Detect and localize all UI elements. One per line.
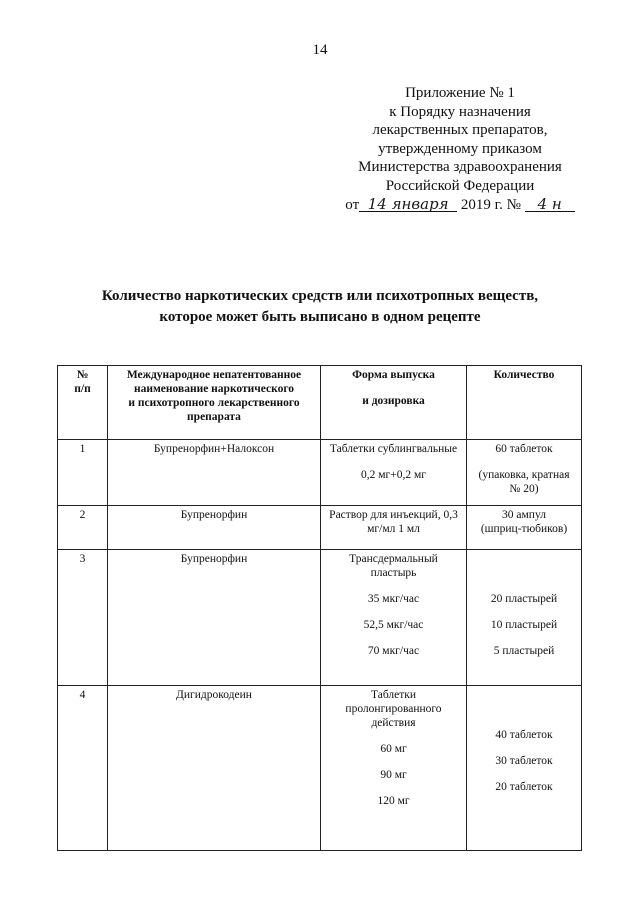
appendix-line: лекарственных препаратов, (372, 122, 548, 138)
drug-name: Бупренорфин (108, 550, 321, 686)
appendix-line: Приложение № 1 (405, 85, 515, 101)
appendix-line: Министерства здравоохранения (358, 159, 562, 175)
table-row (58, 686, 582, 851)
drug-name: Бупренорфин (108, 506, 321, 550)
form-dosage: Таблетки пролонгированного действия 60 мг 90 мг 120 мг (321, 686, 467, 851)
quantity: 30 ампул (шприц-тюбиков) (467, 506, 582, 550)
handwritten-date: 14 января (359, 197, 457, 212)
table-row (58, 506, 582, 550)
header-number: № п/п (58, 366, 108, 440)
quantity: 20 пластырей 10 пластырей 5 пластырей (467, 550, 582, 686)
drug-name: Бупренорфин+Налоксон (108, 440, 321, 506)
table-row (58, 440, 582, 506)
row-number: 3 (58, 550, 108, 686)
quantity: 60 таблеток (упаковка, кратная № 20) (467, 440, 582, 506)
handwritten-order-number: 4 н (525, 197, 575, 212)
appendix-line: утвержденному приказом (378, 140, 542, 157)
page-number: 14 (312, 42, 328, 58)
table-row (58, 550, 582, 686)
appendix-line: Российской Федерации (385, 177, 535, 194)
header-drug-name: Международное непатентованное наименование наркотического и психотропного лекарственного препарата (108, 366, 321, 440)
form-dosage: Таблетки сублингвальные 0,2 мг+0,2 мг (321, 440, 467, 506)
document-title (60, 286, 580, 328)
order-date-line (340, 196, 580, 215)
row-number: 1 (58, 440, 108, 506)
drug-name: Дигидрокодеин (108, 686, 321, 851)
drugs-table (57, 365, 582, 851)
row-number: 2 (58, 506, 108, 550)
quantity: 40 таблеток 30 таблеток 20 таблеток (467, 686, 582, 851)
form-dosage: Раствор для инъекций, 0,3 мг/мл 1 мл (321, 506, 467, 550)
date-prefix: от (345, 197, 360, 213)
table-header-row (58, 366, 582, 440)
title-line: Количество наркотических средств или психотропных веществ, (101, 288, 539, 304)
title-line: которое может быть выписано в одном рецепте (159, 309, 481, 325)
header-form-dosage: Форма выпуска и дозировка (321, 366, 467, 440)
appendix-line: к Порядку назначения (389, 103, 531, 120)
appendix-block (340, 84, 580, 215)
form-dosage: Трансдермальный пластырь 35 мкг/час 52,5 мкг/час 70 мкг/час (321, 550, 467, 686)
row-number: 4 (58, 686, 108, 851)
header-quantity: Количество (467, 366, 582, 440)
year-number-label: 2019 г. № (460, 197, 521, 213)
